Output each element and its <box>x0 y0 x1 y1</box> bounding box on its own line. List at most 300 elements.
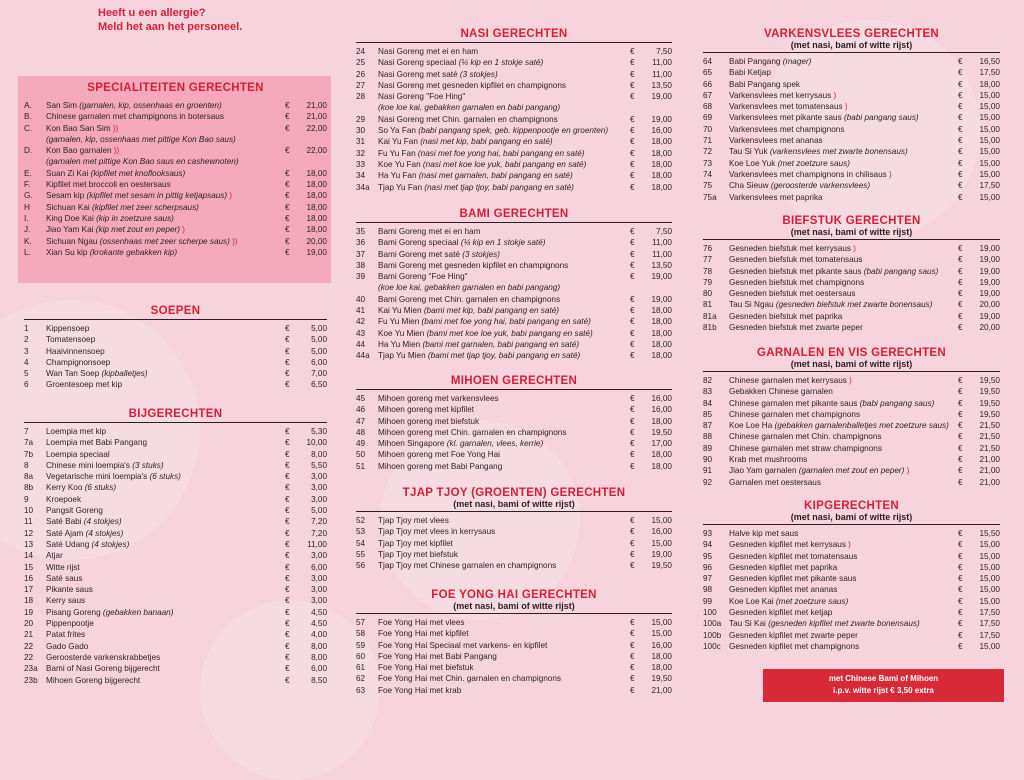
item-price: 6,00 <box>311 357 327 367</box>
menu-item <box>703 454 1000 465</box>
item-name-cell <box>729 454 958 465</box>
item-number: 91 <box>703 466 713 476</box>
item-number: 89 <box>703 443 713 453</box>
soepen-title: SOEPEN <box>150 305 201 317</box>
currency-symbol: € <box>958 136 963 146</box>
menu-item <box>24 460 327 471</box>
tjaptjoy-section <box>356 487 672 571</box>
item-number: 77 <box>703 255 713 265</box>
item-number: 96 <box>703 562 713 572</box>
item-name-cell <box>378 328 630 339</box>
item-price: 19,00 <box>979 255 1000 265</box>
item-number: 90 <box>703 455 713 465</box>
item-name: Bami Goreng met gesneden kipfilet en champignons <box>378 260 569 270</box>
item-number: J. <box>24 225 31 235</box>
item-name-cell <box>729 465 958 476</box>
menu-item <box>703 539 1000 550</box>
menu-item <box>356 91 672 102</box>
item-name: Gesneden kipfilet met pikante saus <box>729 574 857 584</box>
menu-item <box>24 202 327 213</box>
currency-symbol: € <box>958 300 963 310</box>
item-number: 49 <box>356 439 366 449</box>
section-divider <box>703 52 1000 53</box>
item-note: (4 stokjes) <box>91 539 130 549</box>
item-name: Gesneden kipfilet met champignons <box>729 641 860 651</box>
menu-item <box>356 350 672 361</box>
item-price: 15,00 <box>979 169 1000 179</box>
currency-symbol: € <box>630 351 635 361</box>
currency-symbol: € <box>958 311 963 321</box>
item-price: 21,00 <box>979 455 1000 465</box>
item-name-cell <box>378 449 630 460</box>
item-note: (krokante gebakken kip) <box>89 247 178 257</box>
item-name-cell <box>378 114 630 125</box>
bami-section <box>356 208 672 362</box>
currency-symbol: € <box>958 102 963 112</box>
item-name: Ha Yu Fan <box>378 171 417 181</box>
item-number: 11 <box>24 517 33 527</box>
item-name-cell <box>46 471 285 482</box>
menu-item <box>703 288 1000 299</box>
menu-item <box>703 277 1000 288</box>
currency-symbol: € <box>285 213 290 223</box>
menu-item <box>24 505 327 516</box>
item-name: Koe Yu Fan <box>378 159 421 169</box>
currency-symbol: € <box>958 68 963 78</box>
item-price: 18,00 <box>651 351 672 361</box>
item-name: Koe Loe Kai <box>729 596 774 606</box>
chili-icon: ) <box>846 376 852 385</box>
menu-item <box>356 305 672 316</box>
item-price: 22,00 <box>306 123 327 133</box>
item-number: I. <box>24 213 29 223</box>
item-name-cell <box>46 368 285 379</box>
item-price: 19,00 <box>651 114 672 124</box>
item-price: 5,50 <box>311 460 327 470</box>
item-name: Bami Goreng speciaal <box>378 238 459 248</box>
currency-symbol: € <box>285 506 290 516</box>
item-name: Varkensvlees met kerrysaus <box>729 90 832 100</box>
item-name: Tau Si Ngau <box>729 300 774 310</box>
currency-symbol: € <box>630 137 635 147</box>
item-name: Varkensvlees met champignons <box>729 124 845 134</box>
item-number: 58 <box>356 629 366 639</box>
item-name-cell <box>729 618 958 629</box>
item-name-cell <box>729 539 958 550</box>
item-name-cell <box>46 607 285 618</box>
item-note: (bami met foe yong hai, babi pangang en saté) <box>421 317 591 327</box>
item-number: 81 <box>703 300 713 310</box>
item-name-cell <box>46 505 285 516</box>
item-name: Pippenpootje <box>46 619 94 629</box>
item-price: 19,00 <box>979 266 1000 276</box>
item-number: 45 <box>356 394 366 403</box>
menu-item <box>703 551 1000 562</box>
item-note: (3 stokjes) <box>462 249 500 259</box>
currency-symbol: € <box>285 596 290 606</box>
currency-symbol: € <box>630 538 635 548</box>
item-price: 5,30 <box>311 427 327 436</box>
item-note: (garnalen met pittige Kon Bao saus en cashewnoten) <box>46 157 239 167</box>
menu-item <box>356 685 672 696</box>
menu-item <box>24 213 327 224</box>
item-name: Gebakken Chinese garnalen <box>729 387 833 397</box>
item-note: (varkensvlees met zwarte bonensaus) <box>769 147 908 157</box>
item-price: 18,00 <box>651 148 672 158</box>
item-note: (kipfilet met sesam in pittig ketjapsaus) <box>86 191 228 201</box>
item-price: 8,00 <box>311 652 327 662</box>
item-price: 15,00 <box>979 540 1000 550</box>
currency-symbol: € <box>958 398 963 408</box>
item-name-cell <box>729 90 958 101</box>
currency-symbol: € <box>285 539 290 549</box>
currency-symbol: € <box>630 126 635 136</box>
item-price: 19,00 <box>979 277 1000 287</box>
currency-symbol: € <box>958 387 963 397</box>
item-number: 23a <box>24 664 38 674</box>
menu-item <box>356 260 672 271</box>
item-name-cell <box>378 271 630 282</box>
item-price: 19,50 <box>979 376 1000 385</box>
menu-item <box>703 641 1000 652</box>
menu-item <box>356 57 672 68</box>
menu-item <box>24 663 327 674</box>
item-name: Kon Bao San Sim <box>46 123 111 133</box>
currency-symbol: € <box>630 227 635 236</box>
item-name-cell <box>729 288 958 299</box>
item-price: 16,00 <box>651 405 672 415</box>
item-name: Varkensvlees met tomatensaus <box>729 102 843 112</box>
currency-symbol: € <box>630 685 635 695</box>
extra-notice <box>763 669 1004 702</box>
item-note: (garnalen, kip, ossenhaas met pittige Kon Bao saus) <box>46 134 236 144</box>
menu-item <box>24 145 327 156</box>
item-name: Nasi Goreng met ei en ham <box>378 47 479 56</box>
item-number: 22 <box>24 641 34 651</box>
item-name: Nasi Goreng met Chin. garnalen en champignons <box>378 114 558 124</box>
item-name-cell <box>729 528 958 539</box>
chili-icon: ) <box>227 191 233 201</box>
item-name: Kippensoep <box>46 324 90 333</box>
item-name: Mihoen Singapore <box>378 439 445 449</box>
item-name: Bami Goreng "Foe Hing" <box>378 272 468 282</box>
currency-symbol: € <box>958 630 963 640</box>
menu-item <box>703 169 1000 180</box>
menu-item <box>703 90 1000 101</box>
currency-symbol: € <box>630 80 635 90</box>
item-name: Gesneden biefstuk met pikante saus <box>729 266 862 276</box>
item-price: 18,00 <box>651 328 672 338</box>
item-price: 11,00 <box>652 238 672 248</box>
biefstuk-subtitle: (met nasi, bami of witte rijst) <box>790 227 913 237</box>
currency-symbol: € <box>630 561 635 571</box>
currency-symbol: € <box>958 574 963 584</box>
item-price: 19,50 <box>651 674 672 684</box>
item-name: Sichuan Ngau <box>46 236 98 246</box>
item-name: Pangsit Goreng <box>46 506 103 516</box>
item-name-cell <box>46 652 285 663</box>
menu-item <box>703 254 1000 265</box>
item-number: 7a <box>24 438 34 448</box>
item-name-cell <box>46 190 285 201</box>
item-note-line <box>24 134 327 145</box>
currency-symbol: € <box>630 549 635 559</box>
item-name: Foe Yong Hai met Chin. garnalen en champignons <box>378 674 561 684</box>
item-price: 10,00 <box>306 438 327 448</box>
item-note: (4 stokjes) <box>83 517 122 527</box>
item-number: 7 <box>24 427 29 436</box>
item-number: 51 <box>356 461 366 471</box>
item-price: 18,00 <box>651 182 672 192</box>
item-number: 37 <box>356 249 366 259</box>
item-name: Gesneden kipfilet met paprika <box>729 562 838 572</box>
item-note-line <box>356 282 672 293</box>
item-name: Mihoen goreng met varkensvlees <box>378 394 499 403</box>
item-name-cell <box>378 125 630 136</box>
item-name: Kerry saus <box>46 596 86 606</box>
biefstuk-title: BIEFSTUK GERECHTEN <box>782 215 921 227</box>
item-number: 16 <box>24 573 34 583</box>
menu-item <box>703 465 1000 476</box>
currency-symbol: € <box>630 328 635 338</box>
chili-icon: ) <box>179 225 185 235</box>
item-number: 40 <box>356 294 366 304</box>
item-price: 17,50 <box>979 630 1000 640</box>
item-number: 83 <box>703 387 713 397</box>
item-note: (mager) <box>782 57 812 66</box>
currency-symbol: € <box>958 266 963 276</box>
item-number: 67 <box>703 90 713 100</box>
item-note-line <box>356 102 672 113</box>
item-name-cell <box>46 573 285 584</box>
item-name-cell <box>46 334 285 345</box>
item-name-cell <box>378 628 630 639</box>
item-price: 18,00 <box>306 191 327 201</box>
item-note: (kip in zoetzure saus) <box>96 213 174 223</box>
item-price: 15,00 <box>651 538 672 548</box>
item-name-cell <box>46 168 285 179</box>
allergy-line1: Heeft u een allergie? <box>98 7 206 19</box>
item-name: Mihoen goreng met biefstuk <box>378 416 480 426</box>
item-price: 19,00 <box>651 272 672 282</box>
item-price: 6,00 <box>311 664 327 674</box>
item-number: D. <box>24 146 33 156</box>
item-note: (4 stokjes) <box>85 528 124 538</box>
currency-symbol: € <box>630 148 635 158</box>
item-name-cell <box>378 416 630 427</box>
item-name-cell <box>729 243 958 254</box>
item-note: (met zoetzure saus) <box>777 158 850 168</box>
item-number: 44a <box>356 351 370 361</box>
currency-symbol: € <box>285 101 290 110</box>
item-name: Geroosterde varkenskrabbetjes <box>46 652 161 662</box>
item-name-cell <box>46 236 285 247</box>
currency-symbol: € <box>958 562 963 572</box>
currency-symbol: € <box>630 394 635 403</box>
item-number: 75 <box>703 181 713 191</box>
item-number: 48 <box>356 427 366 437</box>
currency-symbol: € <box>285 449 290 459</box>
menu-item <box>24 247 327 258</box>
currency-symbol: € <box>958 323 963 333</box>
section-divider <box>24 422 327 423</box>
item-name-cell <box>729 443 958 454</box>
currency-symbol: € <box>285 112 290 122</box>
currency-symbol: € <box>958 551 963 561</box>
item-price: 20,00 <box>979 300 1000 310</box>
currency-symbol: € <box>285 675 290 685</box>
menu-item <box>24 584 327 595</box>
currency-symbol: € <box>285 369 290 379</box>
item-note: (6 stuks) <box>149 472 181 482</box>
item-note: (geroosterde varkensvlees) <box>770 181 871 191</box>
item-name: Foe Yong Hai Speciaal met varkens- en kipfilet <box>378 640 548 650</box>
item-price: 20,00 <box>306 236 327 246</box>
menu-item <box>703 112 1000 123</box>
item-price: 18,00 <box>651 306 672 316</box>
currency-symbol: € <box>630 629 635 639</box>
currency-symbol: € <box>958 443 963 453</box>
item-number: 72 <box>703 147 713 157</box>
item-name: Foe Yong Hai met biefstuk <box>378 663 474 673</box>
item-price: 3,00 <box>311 472 327 482</box>
item-note: (nasi met garnalen, babi pangang en saté) <box>418 171 573 181</box>
item-note: (koe loe kai, gebakken garnalen en babi pangang) <box>378 103 561 113</box>
item-number: 39 <box>356 272 366 282</box>
item-name-cell <box>378 182 630 193</box>
item-price: 17,50 <box>979 181 1000 191</box>
item-number: K. <box>24 236 32 246</box>
item-number: 88 <box>703 432 713 442</box>
menu-item <box>703 443 1000 454</box>
item-number: 75a <box>703 192 717 202</box>
currency-symbol: € <box>285 427 290 436</box>
item-number: 24 <box>356 47 366 56</box>
foeyonghai-section <box>356 589 672 696</box>
currency-symbol: € <box>630 306 635 316</box>
item-name-cell <box>46 323 285 334</box>
item-note: (bami met kip, babi pangang en saté) <box>423 306 560 316</box>
item-note: (bami met koe loe yuk, babi pangang en saté) <box>426 328 593 338</box>
menu-item <box>356 673 672 684</box>
item-name: Foe Yong Hai met kipfilet <box>378 629 469 639</box>
item-name: Loempia met kip <box>46 427 107 436</box>
item-price: 7,20 <box>311 517 327 527</box>
menu-item <box>356 339 672 350</box>
currency-symbol: € <box>285 180 290 190</box>
item-name-cell <box>46 145 285 156</box>
item-number: 34a <box>356 182 370 192</box>
item-price: 4,50 <box>311 619 327 629</box>
currency-symbol: € <box>285 652 290 662</box>
currency-symbol: € <box>630 182 635 192</box>
item-name-cell <box>729 420 958 431</box>
item-price: 15,00 <box>651 629 672 639</box>
item-note-line <box>24 156 327 167</box>
menu-item <box>703 584 1000 595</box>
item-number: 21 <box>24 630 34 640</box>
menu-item <box>356 170 672 181</box>
garnalen-section <box>703 347 1000 488</box>
item-price: 15,00 <box>979 574 1000 584</box>
item-note: (met zoetzure saus) <box>775 596 849 606</box>
currency-symbol: € <box>630 640 635 650</box>
menu-item <box>356 159 672 170</box>
item-name-cell <box>729 56 958 67</box>
section-divider <box>703 239 1000 240</box>
item-price: 15,00 <box>651 618 672 627</box>
item-note: (kipballetjes) <box>101 369 148 379</box>
item-name: Chinese garnalen met champignons <box>729 409 861 419</box>
item-number: 78 <box>703 266 713 276</box>
item-number: 36 <box>356 238 366 248</box>
item-number: 94 <box>703 540 713 550</box>
item-price: 21,00 <box>306 112 327 122</box>
menu-item <box>703 477 1000 488</box>
item-price: 18,00 <box>651 339 672 349</box>
currency-symbol: € <box>630 450 635 460</box>
currency-symbol: € <box>958 540 963 550</box>
menu-item <box>24 179 327 190</box>
section-divider <box>356 222 672 223</box>
item-number: 5 <box>24 369 29 379</box>
item-name-cell <box>729 158 958 169</box>
item-name: Tau Si Kai <box>729 619 766 629</box>
item-number: 35 <box>356 227 366 236</box>
item-name-cell <box>46 346 285 357</box>
item-number: 57 <box>356 618 366 627</box>
item-number: 93 <box>703 529 713 538</box>
menu-item <box>356 416 672 427</box>
item-name: Chinese mini loempia's <box>46 460 130 470</box>
menu-item <box>356 46 672 57</box>
currency-symbol: € <box>630 159 635 169</box>
currency-symbol: € <box>630 260 635 270</box>
item-name-cell <box>729 477 958 488</box>
item-number: 76 <box>703 244 713 253</box>
item-name: Mihoen goreng met Chin. garnalen en champignons <box>378 427 567 437</box>
item-name-cell <box>729 266 958 277</box>
item-name-cell <box>378 80 630 91</box>
nasi-title: NASI GERECHTEN <box>460 28 568 40</box>
item-note: (babi pangang saus) <box>863 266 939 276</box>
menu-item <box>356 617 672 628</box>
item-price: 21,00 <box>979 466 1000 476</box>
menu-item <box>356 80 672 91</box>
currency-symbol: € <box>958 90 963 100</box>
item-name: Atjar <box>46 551 63 561</box>
item-name-cell <box>46 482 285 493</box>
item-name: Gesneden kipfilet met ananas <box>729 585 838 595</box>
section-divider <box>703 371 1000 372</box>
currency-symbol: € <box>630 651 635 661</box>
item-name-cell <box>729 607 958 618</box>
chili-icon: ) <box>831 90 837 100</box>
item-name-cell <box>729 135 958 146</box>
currency-symbol: € <box>285 607 290 617</box>
currency-symbol: € <box>958 124 963 134</box>
item-name: Mihoen goreng met Foe Yong Hai <box>378 450 500 460</box>
item-name-cell <box>378 316 630 327</box>
item-number: B. <box>24 112 32 122</box>
item-number: 80 <box>703 289 713 299</box>
currency-symbol: € <box>285 123 290 133</box>
menu-item <box>356 427 672 438</box>
item-price: 7,50 <box>656 227 672 236</box>
menu-item <box>703 180 1000 191</box>
item-number: 43 <box>356 328 366 338</box>
item-note: (¼ kip en 1 stokje saté) <box>458 58 544 68</box>
